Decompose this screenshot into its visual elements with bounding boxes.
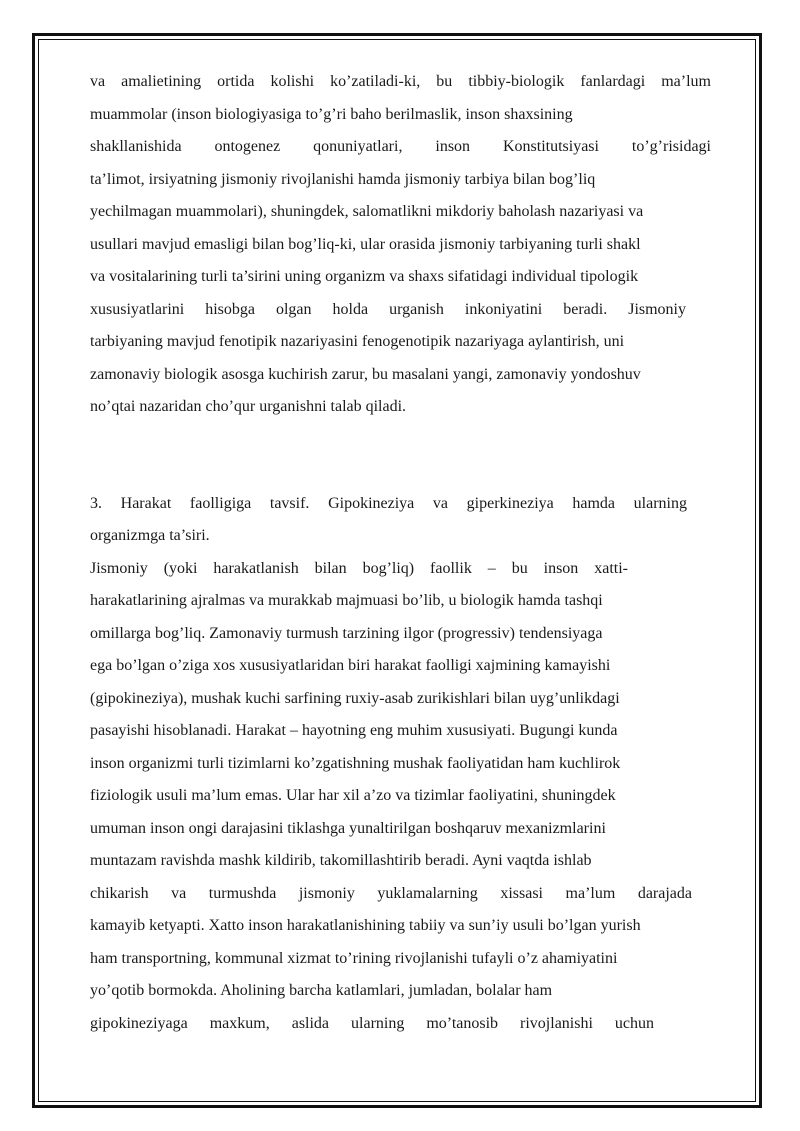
text-line: usullari mavjud emasligi bilan bog’liq-ki, ular orasida jismoniy tarbiyaning turli shakl: [90, 236, 641, 253]
text-line: kamayib ketyapti. Xatto inson harakatlanishining tabiiy va sun’iy usuli bo’lgan yurish: [90, 917, 641, 934]
text-line: muntazam ravishda mashk kildirib, takomillashtirib beradi. Ayni vaqtda ishlab: [90, 852, 592, 869]
text-line: umuman inson ongi darajasini tiklashga yunaltirilgan boshqaruv mexanizmlarini: [90, 820, 606, 837]
text-line: ega bo’lgan o’ziga xos xususiyatlaridan biri harakat faolligi xajmining kamayishi: [90, 657, 611, 674]
text-line: va amalietining ortida kolishi ko’zatiladi-ki, bu tibbiy-biologik fanlardagi ma’lum: [90, 73, 711, 90]
text-line: shakllanishida ontogenez qonuniyatlari, inson Konstitutsiyasi to’g’risidagi: [90, 138, 711, 155]
text-line: inson organizmi turli tizimlarni ko’zgatishning mushak faoliyatidan ham kuchlirok: [90, 755, 621, 772]
section-heading: organizmga ta’siri.: [90, 527, 210, 544]
text-line: gipokineziyaga maxkum, aslida ularning mo’tanosib rivojlanishi uchun: [90, 1015, 654, 1032]
text-line: Jismoniy (yoki harakatlanish bilan bog’liq) faollik – bu inson xatti-: [90, 560, 628, 577]
text-line: harakatlarining ajralmas va murakkab majmuasi bo’lib, u biologik hamda tashqi: [90, 592, 603, 609]
text-line: omillarga bog’liq. Zamonaviy turmush tarzining ilgor (progressiv) tendensiyaga: [90, 625, 603, 642]
text-line: yo’qotib bormokda. Aholining barcha katlamlari, jumladan, bolalar ham: [90, 982, 553, 999]
text-line: va vositalarining turli ta’sirini uning organizm va shaxs sifatidagi individual tipologik: [90, 268, 639, 285]
section-heading: 3. Harakat faolligiga tavsif. Gipokineziya va giperkineziya hamda ularning: [90, 495, 687, 512]
text-line: (gipokineziya), mushak kuchi sarfining ruxiy-asab zurikishlari bilan uyg’unlikdagi: [90, 690, 620, 707]
text-line: no’qtai nazaridan cho’qur urganishni talab qiladi.: [90, 398, 407, 415]
text-line: pasayishi hisoblanadi. Harakat – hayotning eng muhim xususiyati. Bugungi kunda: [90, 722, 618, 739]
text-line: muammolar (inson biologiyasiga to’g’ri baho berilmaslik, inson shaxsining: [90, 106, 573, 123]
text-line: tarbiyaning mavjud fenotipik nazariyasini fenogenotipik nazariyaga aylantirish, uni: [90, 333, 625, 350]
text-line: yechilmagan muammolari), shuningdek, salomatlikni mikdoriy baholash nazariyasi va: [90, 203, 644, 220]
text-line: xususiyatlarini hisobga olgan holda urganish inkoniyatini beradi. Jismoniy: [90, 301, 686, 318]
text-line: zamonaviy biologik asosga kuchirish zarur, bu masalani yangi, zamonaviy yondoshuv: [90, 366, 641, 383]
text-line: fiziologik usuli ma’lum emas. Ular har xil a’zo va tizimlar faoliyatini, shuningdek: [90, 787, 616, 804]
text-line: ta’limot, irsiyatning jismoniy rivojlanishi hamda jismoniy tarbiya bilan bog’liq: [90, 171, 596, 188]
text-line: ham transportning, kommunal xizmat to’rining rivojlanishi tufayli o’z ahamiyatini: [90, 950, 618, 967]
text-line: chikarish va turmushda jismoniy yuklamalarning xissasi ma’lum darajada: [90, 885, 692, 902]
